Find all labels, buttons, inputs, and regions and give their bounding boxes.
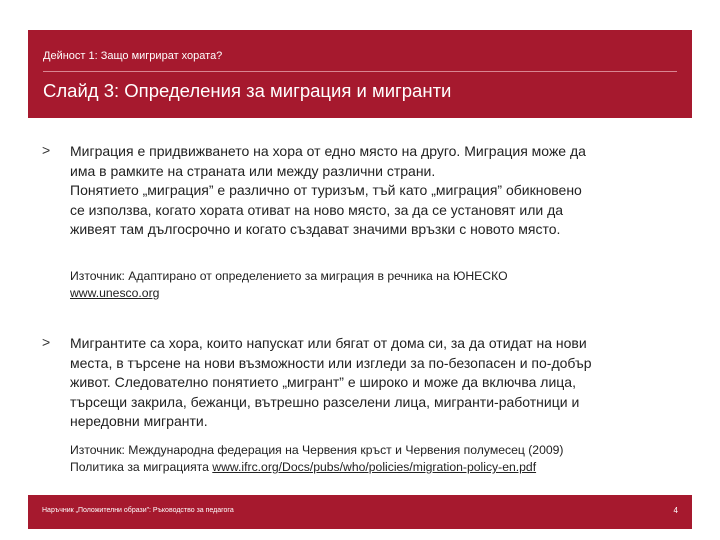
activity-subtitle: Дейност 1: Защо мигрират хората?: [43, 50, 223, 62]
text-line: живот. Следователно понятието „мигрант” е широко и може да включва лица,: [70, 374, 576, 391]
text-line: се използва, когато хората отиват на ново място, за да се установят или да: [70, 201, 564, 218]
header-divider: [43, 71, 677, 72]
footer-text: Наръчник „Положителни образи”: Ръководство за педагога: [42, 507, 234, 514]
page-number: 4: [673, 506, 678, 515]
text-line: места, в търсене на нови възможности или изгледи за по-безопасен и по-добър: [70, 354, 592, 371]
migration-definition-text: [70, 142, 710, 240]
text-line: Понятието „миграция” е различно от туризъм, тъй като „миграция” обикновено: [70, 182, 582, 199]
migrant-definition-text: [70, 334, 710, 432]
text-line: нередовни мигранти.: [70, 413, 208, 430]
text-line: има в рамките на страната или между различни страни.: [70, 162, 436, 179]
text-line: търсещи закрила, бежанци, вътрешно разселени лица, мигранти-работници и: [70, 393, 580, 410]
text-line: Миграция е придвижването на хора от едно място на друго. Миграция може да: [70, 143, 586, 159]
source-text: Източник: Международна федерация на Червения кръст и Червения полумесец (2009): [70, 443, 564, 457]
source-prefix: Политика за миграцията: [70, 460, 209, 474]
unesco-link[interactable]: www.unesco.org: [70, 286, 160, 300]
migrant-source: [70, 442, 710, 476]
bullet-marker: >: [42, 142, 51, 158]
slide-footer: [28, 495, 692, 529]
bullet-marker: >: [42, 334, 51, 350]
migration-source: [70, 268, 710, 302]
slide-header: [28, 30, 692, 118]
text-line: живеят там дългосрочно и когато създават значими връзки с новото място.: [70, 221, 561, 238]
source-text: Източник: Адаптирано от определението за миграция в речника на ЮНЕСКО: [70, 269, 508, 283]
ifrc-link[interactable]: www.ifrc.org/Docs/pubs/who/policies/migration-policy-en.pdf: [212, 460, 537, 474]
text-line: Мигрантите са хора, които напускат или бягат от дома си, за да отидат на нови: [70, 335, 587, 351]
slide-title: Слайд 3: Определения за миграция и мигранти: [43, 80, 452, 101]
